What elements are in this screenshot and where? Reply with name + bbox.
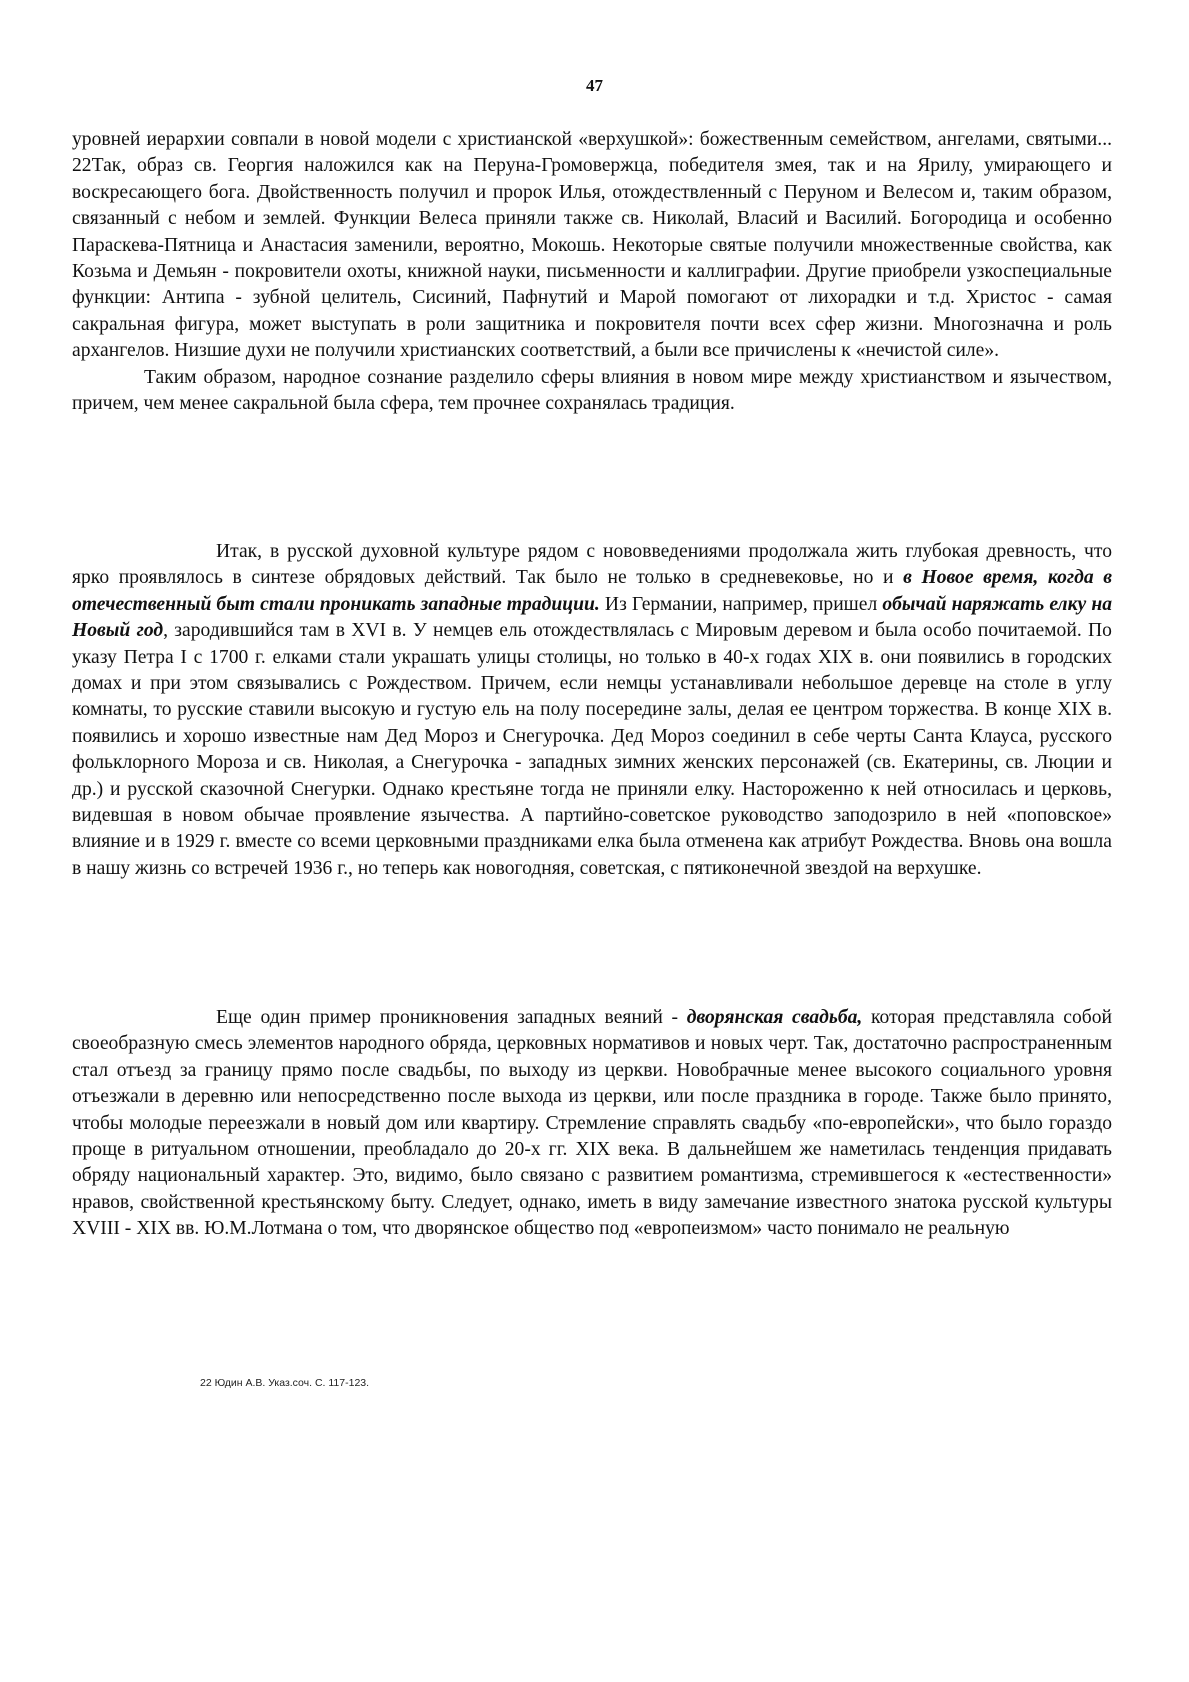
paragraph-text: Из Германии, например, пришел <box>599 593 883 615</box>
paragraph-spheres-of-influence: Таким образом, народное сознание разделило сферы влияния в новом мире между христианством и язычеством, причем, чем менее сакральной была сфера, тем прочнее сохранялась традиция. <box>72 366 1112 415</box>
paragraph-new-year-tree <box>72 539 1112 882</box>
emphasized-text: в Новое время, когда в отечественный быт стали проникать западные традиции. <box>72 567 1112 615</box>
text-section-new-year-tree <box>72 539 1112 882</box>
text-section-noble-wedding <box>72 1005 1112 1243</box>
paragraph-noble-wedding <box>72 1005 1112 1243</box>
text-section-saints <box>72 127 1112 417</box>
emphasized-text: обычай наряжать елку на Новый год <box>72 593 1112 642</box>
paragraph-saints-hierarchy: уровней иерархии совпали в новой модели с христианской «верхушкой»: божественным семейством, ангелами, святыми... 22Так, образ св. Георгия наложился как на Перуна-Громовержца, победителя змея, так и на Ярилу, умирающего и воскресающего бога. Двойственность получил и пророк Илья, отождествленный с Перуном и Велесом и, таким образом, связанный с небом и землей. Функции Велеса приняли также св. Николай, Власий и Василий. Богородица и особенно Параскева-Пятница и Анастасия заменили, вероятно, Мокошь. Некоторые святые получили множественные свойства, как Козьма и Демьян - покровители охоты, книжной науки, письменности и каллиграфии. Другие приобрели узкоспециальные функции: Антипа - зубной целитель, Сисиний, Пафнутий и Марой помогают от лихорадки и т.д. Христос - самая сакральная фигура, может выступать в роли защитника и покровителя почти всех сфер жизни. Многозначна и роль архангелов. Низшие духи не получили христианских соответствий, а были все причислены к «нечистой силе». <box>72 129 1112 362</box>
paragraph-text: Итак, в русской духовной культуре рядом с нововведениями продолжала жить глубокая древность, что ярко проявлялось в синтезе обрядовых действий. Так было не только в средневековье, но и <box>72 541 1112 589</box>
paragraph-text: которая представляла собой своеобразную смесь элементов народного обряда, церковных нормативов и новых черт. Так, достаточно распространенным стал отъезд за границу прямо после свадьбы, по выходу из церкви. Новобрачные менее высокого социального уровня отъезжали в деревню или непосредственно после выхода из церкви, или после праздника в городе. Также было принято, чтобы молодые переезжали в новый дом или квартиру. Стремление справлять свадьбу «по-европейски», что было гораздо проще в ритуальном отношении, преобладало до 20-х гг. XIX века. В дальнейшем же наметилась тенденция придавать обряду национальный характер. Это, видимо, было связано с развитием романтизма, стремившегося к «естественности» нравов, свойственной крестьянскому быту. Следует, однако, иметь в виду замечание известного знатока русской культуры XVIII - XIX вв. Ю.М.Лотмана о том, что дворянское общество под «европеизмом» часто понимало не реальную <box>72 1007 1112 1240</box>
paragraph-text: Еще один пример проникновения западных веяний - <box>216 1007 687 1028</box>
footnote: 22 Юдин А.В. Указ.соч. С. 117-123. <box>200 1377 370 1389</box>
paragraph-text: , зародившийся там в XVI в. У немцев ель отождествлялась с Мировым деревом и была особо почитаемой. По указу Петра I с 1700 г. елками стали украшать улицы столицы, но только в 40-х годах XIX в. они появились в городских домах и при этом связывались с Рождеством. Причем, если немцы устанавливали небольшое деревце на столе в углу комнаты, то русские ставили высокую и густую ель на полу посередине залы, делая ее центром торжества. В конце XIX в. появились и хорошо известные нам Дед Мороз и Снегурочка. Дед Мороз соединил в себе черты Санта Клауса, русского фольклорного Мороза и св. Николая, а Снегурочка - западных зимних женских персонажей (св. Екатерины, св. Люции и др.) и русской сказочной Снегурки. Однако крестьяне тогда не приняли елку. Настороженно к ней относилась и церковь, видевшая в новом обычае проявление язычества. А партийно-советское руководство заподозрило в ней «поповское» влияние и в 1929 г. вместе со всеми церковными праздниками елка была отменена как атрибут Рождества. Вновь она вошла в нашу жизнь со встречей 1936 г., но теперь как новогодняя, советская, с пятиконечной звездой на верхушке. <box>72 620 1112 879</box>
page-number: 47 <box>586 76 603 95</box>
emphasized-text: дворянская свадьба, <box>686 1007 863 1028</box>
